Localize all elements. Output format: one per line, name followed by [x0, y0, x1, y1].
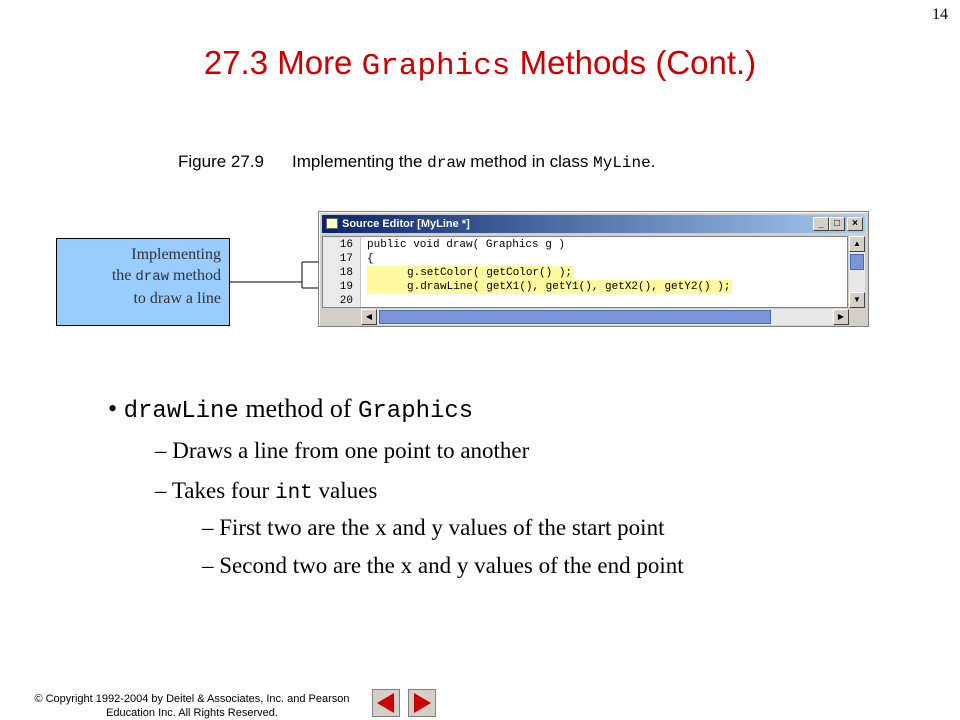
callout-line-2 [57, 265, 221, 288]
callout-line-2-prefix: the [111, 267, 136, 284]
sub-sub-bullet-start-point: – First two are the x and y values of the start point [202, 515, 665, 540]
callout-line-3: to draw a line [133, 290, 221, 307]
code-line [323, 238, 848, 252]
vertical-scroll-thumb[interactable] [850, 254, 864, 270]
copyright-notice [18, 692, 366, 720]
scroll-up-button[interactable]: ▲ [849, 236, 865, 252]
code-line-highlighted [323, 266, 848, 280]
code-line [323, 252, 848, 266]
callout-box [56, 238, 230, 326]
slide-title [0, 44, 960, 84]
code-text: { [367, 253, 374, 265]
scroll-left-button[interactable]: ◀ [361, 309, 377, 325]
figure-text-prefix: Implementing the [292, 152, 428, 171]
scroll-down-button[interactable]: ▼ [849, 292, 865, 308]
title-code: Graphics [361, 49, 511, 84]
editor-document-icon [326, 218, 338, 229]
callout-line-1: Implementing [131, 246, 221, 263]
sub-bullet-draws-line: – Draws a line from one point to another [155, 438, 530, 463]
sub-2-suffix: values [312, 478, 378, 503]
code-text [367, 294, 369, 308]
line-number: 19 [339, 281, 353, 293]
code-text: g.setColor( getColor() ); [367, 266, 574, 280]
scroll-right-button[interactable]: ▶ [833, 309, 849, 325]
next-slide-button[interactable] [408, 689, 436, 717]
copyright-line-1: © Copyright 1992-2004 by Deitel & Associates, Inc. and Pearson [34, 693, 350, 705]
bullet-drawline: • drawLine method of Graphics [108, 394, 474, 425]
editor-title: Source Editor [MyLine *] [342, 218, 470, 230]
line-number: 20 [339, 295, 353, 307]
title-prefix: 27.3 More [203, 44, 362, 81]
line-number: 16 [339, 239, 353, 251]
horizontal-scrollbar[interactable] [361, 309, 849, 325]
figure-code-draw: draw [427, 154, 466, 172]
previous-slide-button[interactable] [372, 689, 400, 717]
vertical-scrollbar[interactable] [849, 236, 865, 308]
sub-bullet-four-int [155, 478, 377, 505]
sub-2-prefix: – Takes four [155, 478, 275, 503]
title-suffix: Methods (Cont.) [510, 44, 757, 81]
line-number: 17 [339, 253, 353, 265]
code-editor-area[interactable] [322, 236, 848, 308]
source-editor-window [318, 211, 869, 327]
bullet-code-graphics: Graphics [357, 398, 474, 425]
sub-2-code: int [274, 482, 313, 505]
code-line-highlighted [323, 280, 848, 294]
copyright-line-2: Education Inc. All Rights Reserved. [106, 707, 278, 719]
maximize-button[interactable]: □ [829, 217, 845, 231]
figure-caption [178, 152, 655, 172]
bullet-main-text: method of [238, 394, 358, 423]
figure-code-myline: MyLine [593, 154, 651, 172]
code-text: public void draw( Graphics g ) [367, 239, 566, 251]
callout-line-2-code: draw [135, 269, 169, 285]
bullet-code-drawline: drawLine [123, 398, 239, 425]
close-button[interactable]: × [847, 217, 863, 231]
figure-label: Figure 27.9 [178, 152, 264, 171]
code-line [323, 294, 848, 308]
minimize-button[interactable]: _ [813, 217, 829, 231]
figure-text-middle: method in class [465, 152, 594, 171]
code-text: g.drawLine( getX1(), getY1(), getX2(), getY2() ); [367, 280, 732, 294]
horizontal-scroll-thumb[interactable] [379, 310, 771, 324]
sub-sub-bullet-end-point: – Second two are the x and y values of the end point [202, 553, 684, 578]
figure-text-suffix: . [650, 152, 656, 171]
callout-line-2-suffix: method [169, 267, 221, 284]
page-number: 14 [932, 6, 948, 23]
editor-titlebar[interactable] [322, 215, 865, 233]
line-number: 18 [339, 267, 353, 279]
